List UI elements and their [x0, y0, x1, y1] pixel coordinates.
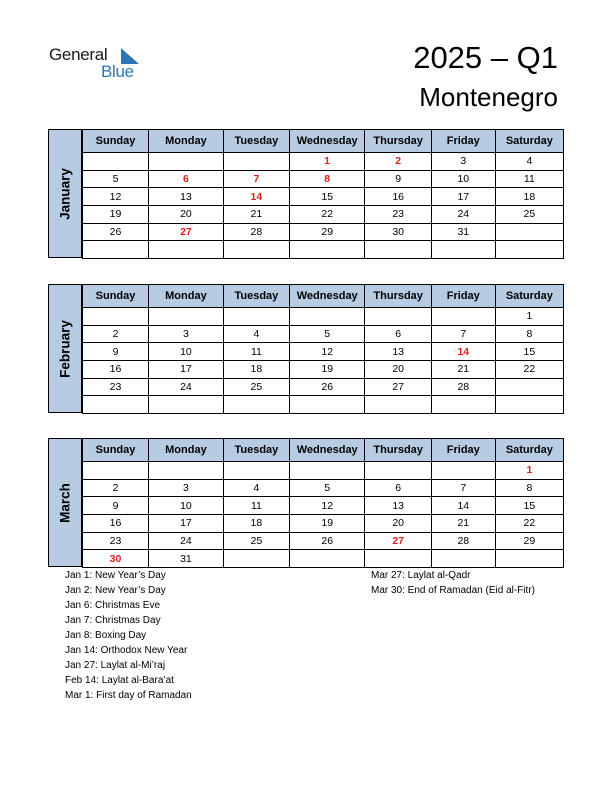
week-row	[83, 515, 564, 533]
day-cell: 14	[223, 188, 289, 206]
day-cell	[149, 308, 224, 326]
holiday-entry: Jan 27: Laylat al-Mi’raj	[65, 660, 166, 671]
day-cell	[223, 241, 289, 259]
week-row	[83, 223, 564, 241]
week-row	[83, 497, 564, 515]
day-cell: 5	[289, 479, 364, 497]
day-cell: 27	[365, 378, 431, 396]
day-cell: 30	[365, 223, 431, 241]
holiday-list-left	[65, 568, 192, 703]
day-cell	[83, 462, 149, 480]
day-cell	[495, 223, 563, 241]
day-cell	[289, 241, 364, 259]
holiday-entry: Jan 7: Christmas Day	[65, 615, 161, 626]
day-cell	[495, 241, 563, 259]
day-cell: 28	[431, 378, 495, 396]
month-label: January	[57, 167, 73, 220]
day-cell	[431, 462, 495, 480]
day-cell: 15	[495, 497, 563, 515]
day-cell: 24	[149, 378, 224, 396]
day-cell: 7	[223, 170, 289, 188]
day-cell: 20	[365, 361, 431, 379]
day-cell: 13	[149, 188, 224, 206]
week-row	[83, 325, 564, 343]
calendar-grid	[82, 284, 564, 414]
day-cell: 23	[365, 206, 431, 224]
day-cell: 1	[495, 462, 563, 480]
day-cell: 25	[223, 532, 289, 550]
weekday-header-row	[83, 285, 564, 308]
holiday-list-right	[371, 568, 535, 598]
day-cell: 25	[495, 206, 563, 224]
day-cell: 7	[431, 325, 495, 343]
day-cell: 11	[495, 170, 563, 188]
day-cell	[431, 308, 495, 326]
day-cell: 8	[495, 325, 563, 343]
weekday-header: Friday	[431, 285, 495, 308]
holiday-entry: Mar 1: First day of Ramadan	[65, 690, 192, 701]
day-cell: 29	[495, 532, 563, 550]
day-cell: 16	[83, 515, 149, 533]
day-cell	[149, 396, 224, 414]
day-cell	[289, 308, 364, 326]
day-cell	[289, 550, 364, 568]
day-cell	[223, 550, 289, 568]
day-cell: 11	[223, 497, 289, 515]
day-cell: 31	[431, 223, 495, 241]
month-label-cell	[48, 284, 82, 413]
week-row	[83, 479, 564, 497]
week-row	[83, 343, 564, 361]
day-cell: 28	[431, 532, 495, 550]
day-cell: 11	[223, 343, 289, 361]
day-cell	[365, 396, 431, 414]
month-label-cell	[48, 438, 82, 567]
day-cell: 14	[431, 343, 495, 361]
day-cell	[365, 462, 431, 480]
day-cell: 29	[289, 223, 364, 241]
day-cell: 7	[431, 479, 495, 497]
week-row	[83, 153, 564, 171]
day-cell: 30	[83, 550, 149, 568]
weekday-header-row	[83, 130, 564, 153]
holiday-entry: Jan 1: New Year’s Day	[65, 570, 166, 581]
day-cell	[495, 550, 563, 568]
day-cell: 12	[289, 497, 364, 515]
day-cell: 16	[365, 188, 431, 206]
day-cell	[495, 396, 563, 414]
day-cell: 22	[495, 361, 563, 379]
day-cell: 24	[431, 206, 495, 224]
day-cell: 3	[149, 325, 224, 343]
day-cell: 18	[495, 188, 563, 206]
week-row	[83, 550, 564, 568]
holiday-entry: Jan 2: New Year’s Day	[65, 585, 166, 596]
day-cell	[223, 462, 289, 480]
day-cell	[431, 396, 495, 414]
day-cell: 10	[431, 170, 495, 188]
month-label: March	[57, 482, 73, 523]
day-cell: 26	[289, 532, 364, 550]
day-cell: 3	[431, 153, 495, 171]
day-cell: 26	[83, 223, 149, 241]
day-cell	[495, 378, 563, 396]
day-cell: 27	[365, 532, 431, 550]
holiday-entry: Feb 14: Laylat al-Bara’at	[65, 675, 174, 686]
day-cell: 2	[83, 325, 149, 343]
day-cell: 15	[495, 343, 563, 361]
weekday-header: Saturday	[495, 439, 563, 462]
week-row	[83, 241, 564, 259]
day-cell	[365, 241, 431, 259]
day-cell: 3	[149, 479, 224, 497]
day-cell: 8	[289, 170, 364, 188]
day-cell: 22	[495, 515, 563, 533]
calendar-grid	[82, 438, 564, 568]
weekday-header: Friday	[431, 130, 495, 153]
day-cell: 23	[83, 378, 149, 396]
day-cell: 21	[431, 361, 495, 379]
day-cell	[365, 308, 431, 326]
day-cell: 26	[289, 378, 364, 396]
week-row	[83, 532, 564, 550]
day-cell: 9	[83, 497, 149, 515]
week-row	[83, 308, 564, 326]
day-cell: 8	[495, 479, 563, 497]
day-cell: 10	[149, 343, 224, 361]
logo-word-blue: Blue	[101, 62, 134, 81]
day-cell	[83, 153, 149, 171]
day-cell	[289, 462, 364, 480]
day-cell: 17	[149, 515, 224, 533]
day-cell: 20	[149, 206, 224, 224]
logo-word-general: General	[49, 45, 108, 64]
day-cell: 19	[289, 515, 364, 533]
day-cell: 18	[223, 515, 289, 533]
day-cell: 12	[83, 188, 149, 206]
holiday-entry: Jan 8: Boxing Day	[65, 630, 147, 641]
weekday-header: Saturday	[495, 130, 563, 153]
day-cell: 6	[149, 170, 224, 188]
month-label: February	[57, 319, 73, 378]
week-row	[83, 378, 564, 396]
day-cell: 4	[495, 153, 563, 171]
day-cell: 6	[365, 479, 431, 497]
weekday-header: Tuesday	[223, 285, 289, 308]
weekday-header: Tuesday	[223, 130, 289, 153]
day-cell: 15	[289, 188, 364, 206]
day-cell: 13	[365, 497, 431, 515]
day-cell: 14	[431, 497, 495, 515]
day-cell: 1	[495, 308, 563, 326]
weekday-header: Friday	[431, 439, 495, 462]
day-cell	[223, 308, 289, 326]
day-cell	[431, 550, 495, 568]
day-cell	[149, 462, 224, 480]
day-cell	[83, 396, 149, 414]
day-cell	[431, 241, 495, 259]
week-row	[83, 170, 564, 188]
country-name: Montenegro	[419, 82, 558, 112]
day-cell: 5	[289, 325, 364, 343]
day-cell: 19	[289, 361, 364, 379]
day-cell: 18	[223, 361, 289, 379]
day-cell	[223, 153, 289, 171]
weekday-header: Monday	[149, 130, 224, 153]
week-row	[83, 462, 564, 480]
week-row	[83, 206, 564, 224]
day-cell	[83, 241, 149, 259]
day-cell: 2	[83, 479, 149, 497]
day-cell: 4	[223, 325, 289, 343]
day-cell	[289, 396, 364, 414]
page-title: 2025 – Q1	[413, 40, 558, 75]
weekday-header: Wednesday	[289, 285, 364, 308]
weekday-header: Thursday	[365, 130, 431, 153]
day-cell: 9	[365, 170, 431, 188]
day-cell: 21	[431, 515, 495, 533]
weekday-header: Sunday	[83, 439, 149, 462]
day-cell: 21	[223, 206, 289, 224]
weekday-header: Wednesday	[289, 439, 364, 462]
holiday-entry: Mar 30: End of Ramadan (Eid al-Fitr)	[371, 585, 535, 596]
day-cell	[223, 396, 289, 414]
day-cell	[149, 153, 224, 171]
day-cell: 9	[83, 343, 149, 361]
day-cell: 19	[83, 206, 149, 224]
day-cell: 16	[83, 361, 149, 379]
day-cell: 1	[289, 153, 364, 171]
day-cell: 31	[149, 550, 224, 568]
day-cell	[149, 241, 224, 259]
weekday-header: Sunday	[83, 285, 149, 308]
weekday-header: Wednesday	[289, 130, 364, 153]
day-cell: 12	[289, 343, 364, 361]
weekday-header: Saturday	[495, 285, 563, 308]
day-cell: 28	[223, 223, 289, 241]
month-label-cell	[48, 129, 82, 258]
logo	[49, 45, 149, 81]
day-cell: 4	[223, 479, 289, 497]
week-row	[83, 361, 564, 379]
day-cell: 22	[289, 206, 364, 224]
holiday-entry: Jan 14: Orthodox New Year	[65, 645, 188, 656]
weekday-header: Monday	[149, 439, 224, 462]
day-cell: 17	[431, 188, 495, 206]
day-cell: 17	[149, 361, 224, 379]
week-row	[83, 396, 564, 414]
day-cell: 23	[83, 532, 149, 550]
weekday-header: Thursday	[365, 285, 431, 308]
day-cell	[83, 308, 149, 326]
weekday-header: Tuesday	[223, 439, 289, 462]
weekday-header: Sunday	[83, 130, 149, 153]
holiday-entry: Jan 6: Christmas Eve	[65, 600, 161, 611]
weekday-header: Monday	[149, 285, 224, 308]
day-cell: 27	[149, 223, 224, 241]
day-cell: 20	[365, 515, 431, 533]
day-cell: 6	[365, 325, 431, 343]
day-cell: 10	[149, 497, 224, 515]
day-cell: 5	[83, 170, 149, 188]
day-cell: 13	[365, 343, 431, 361]
week-row	[83, 188, 564, 206]
day-cell	[365, 550, 431, 568]
weekday-header: Thursday	[365, 439, 431, 462]
calendar-grid	[82, 129, 564, 259]
holiday-entry: Mar 27: Laylat al-Qadr	[371, 570, 471, 581]
day-cell: 2	[365, 153, 431, 171]
day-cell: 25	[223, 378, 289, 396]
weekday-header-row	[83, 439, 564, 462]
day-cell: 24	[149, 532, 224, 550]
